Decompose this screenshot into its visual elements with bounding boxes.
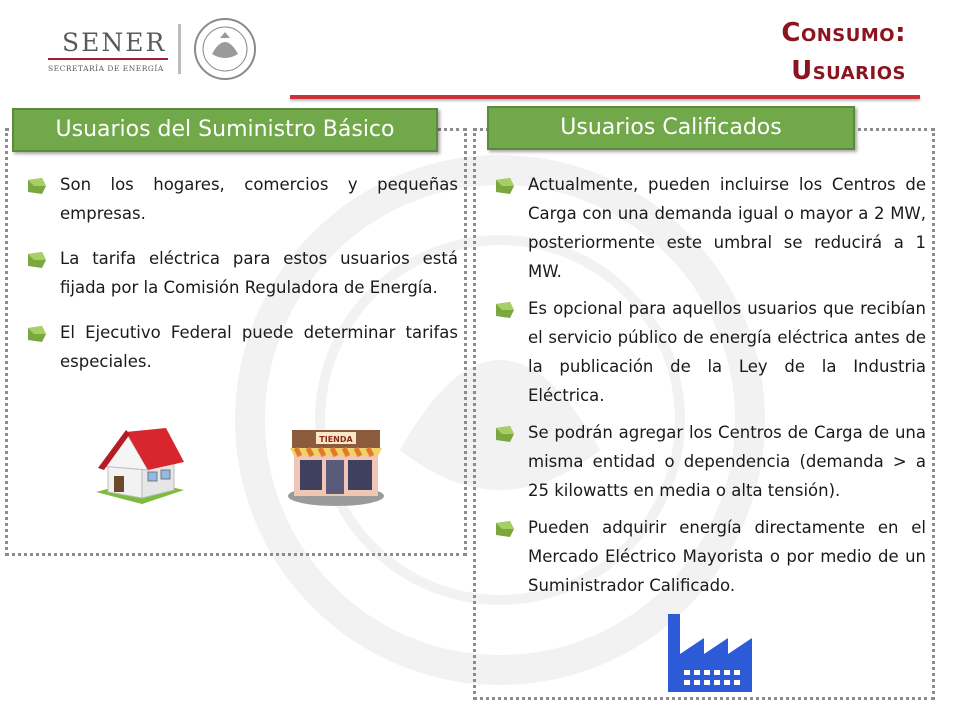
bullet-arrow-icon — [26, 324, 48, 344]
list-item — [486, 170, 926, 286]
sener-logo — [40, 18, 280, 88]
bullet-text: Son los hogares, comercios y pequeñas empresas. — [60, 175, 458, 223]
right-panel-title: Usuarios Calificados — [487, 106, 855, 150]
bullet-arrow-icon — [494, 300, 516, 320]
left-panel-title: Usuarios del Suministro Básico — [12, 108, 438, 152]
shop-icon — [286, 426, 386, 506]
bullet-text: Pueden adquirir energía directamente en el Mercado Eléctrico Mayorista o por medio de un Suministrador Calificado. — [528, 518, 926, 595]
bullet-arrow-icon — [26, 176, 48, 196]
logo-divider — [178, 24, 181, 74]
title-line-2: Usuarios — [791, 56, 906, 86]
list-item — [18, 170, 458, 228]
bullet-arrow-icon — [494, 519, 516, 539]
logo-underline — [48, 58, 168, 60]
house-icon — [92, 424, 188, 504]
bullet-text: El Ejecutivo Federal puede determinar tarifas especiales. — [60, 323, 458, 371]
list-item — [486, 513, 926, 600]
logo-subtitle: SECRETARÍA DE ENERGÍA — [48, 64, 164, 73]
list-item — [18, 244, 458, 302]
seal-icon — [190, 16, 260, 82]
right-bullet-list — [486, 170, 926, 608]
bullet-text: Es opcional para aquellos usuarios que recibían el servicio público de energía eléctrica antes de la publicación de la Ley de la Industria Eléctrica. — [528, 299, 926, 405]
bullet-text: Se podrán agregar los Centros de Carga de una misma entidad o dependencia (demanda > a 25 kilowatts en media o alta tensión). — [528, 423, 926, 500]
left-bullet-list — [18, 170, 458, 392]
title-line-1: Consumo: — [781, 18, 906, 48]
shop-sign: TIENDA — [319, 435, 353, 444]
list-item — [18, 318, 458, 376]
list-item — [486, 294, 926, 410]
list-item — [486, 418, 926, 505]
bullet-arrow-icon — [26, 250, 48, 270]
title-rule — [290, 95, 920, 99]
factory-icon — [668, 614, 752, 692]
bullet-arrow-icon — [494, 176, 516, 196]
logo-text: SENER — [62, 28, 167, 57]
bullet-text: Actualmente, pueden incluirse los Centros de Carga con una demanda igual o mayor a 2 MW, posteriormente este umbral se reducirá a 1 MW. — [528, 175, 926, 281]
bullet-text: La tarifa eléctrica para estos usuarios está fijada por la Comisión Reguladora de Energía. — [60, 249, 458, 297]
bullet-arrow-icon — [494, 424, 516, 444]
slide-title — [781, 14, 906, 90]
